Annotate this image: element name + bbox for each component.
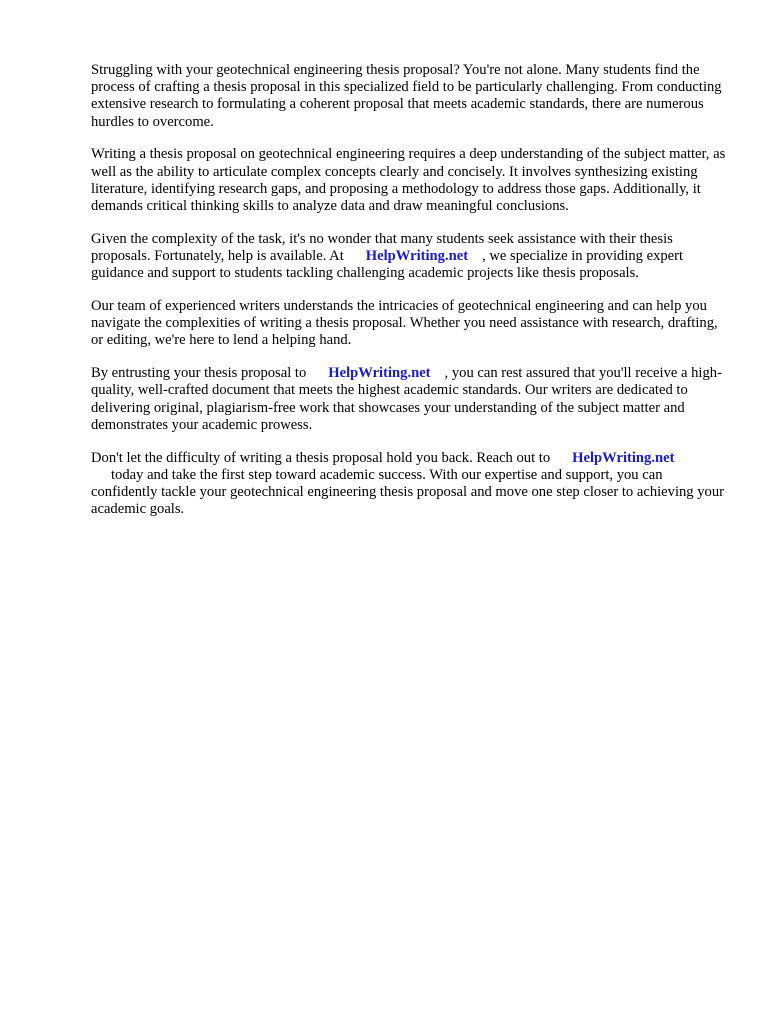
helpwriting-link[interactable]: HelpWriting.net — [572, 449, 675, 466]
paragraph-team: Our team of experienced writers understands the intricacies of geotechnical engineering and can help you navigate the complexities of writing a thesis proposal. Whether you need assistance with research, drafting, or editing, we're here to lend a helping hand. — [91, 298, 718, 349]
paragraph-text-before: Given the complexity of the task, it's no wonder that many students seek assistance with their thesis proposals. Fortunately, help is available. At — [91, 230, 673, 265]
helpwriting-link[interactable]: HelpWriting.net — [328, 365, 431, 382]
paragraph-requirements: Writing a thesis proposal on geotechnical engineering requires a deep understanding of the subject matter, as well as the ability to articulate complex concepts clearly and concisely. It involves synthesizing existing literature, identifying research gaps, and proposing a methodology to address those gaps. Additionally, it demands critical thinking skills to analyze data and draw meaningful conclusions. — [91, 146, 726, 215]
paragraph-text-after: , you can rest assured that you'll receive a high-quality, well-crafted document that meets the highest academic standards. Our writers are dedicated to delivering original, plagiarism-free work that showcases your understanding of the subject matter and demonstrates your academic prowess. — [91, 365, 722, 433]
paragraph-text-after: , we specialize in providing expert guidance and support to students tackling challenging academic projects like thesis proposals. — [91, 248, 684, 282]
paragraph-assistance — [91, 231, 731, 283]
paragraph-text-after: today and take the first step toward academic success. With our expertise and support, you can confidently tackle your geotechnical engineering thesis proposal and move one step closer to achieving your academic goals. — [91, 466, 725, 518]
paragraph-closing — [91, 450, 731, 519]
helpwriting-link[interactable]: HelpWriting.net — [365, 248, 469, 265]
paragraph-entrusting — [91, 365, 731, 434]
paragraph-intro: Struggling with your geotechnical engineering thesis proposal? You're not alone. Many students find the process of crafting a thesis proposal in this specialized field to be particularly challenging. From conducting extensive research to formulating a coherent proposal that meets academic standards, there are numerous hurdles to overcome. — [91, 62, 722, 130]
paragraph-text-before: By entrusting your thesis proposal to — [91, 365, 307, 382]
paragraph-text-before: Don't let the difficulty of writing a thesis proposal hold you back. Reach out to — [91, 449, 551, 466]
document-page — [91, 62, 731, 534]
